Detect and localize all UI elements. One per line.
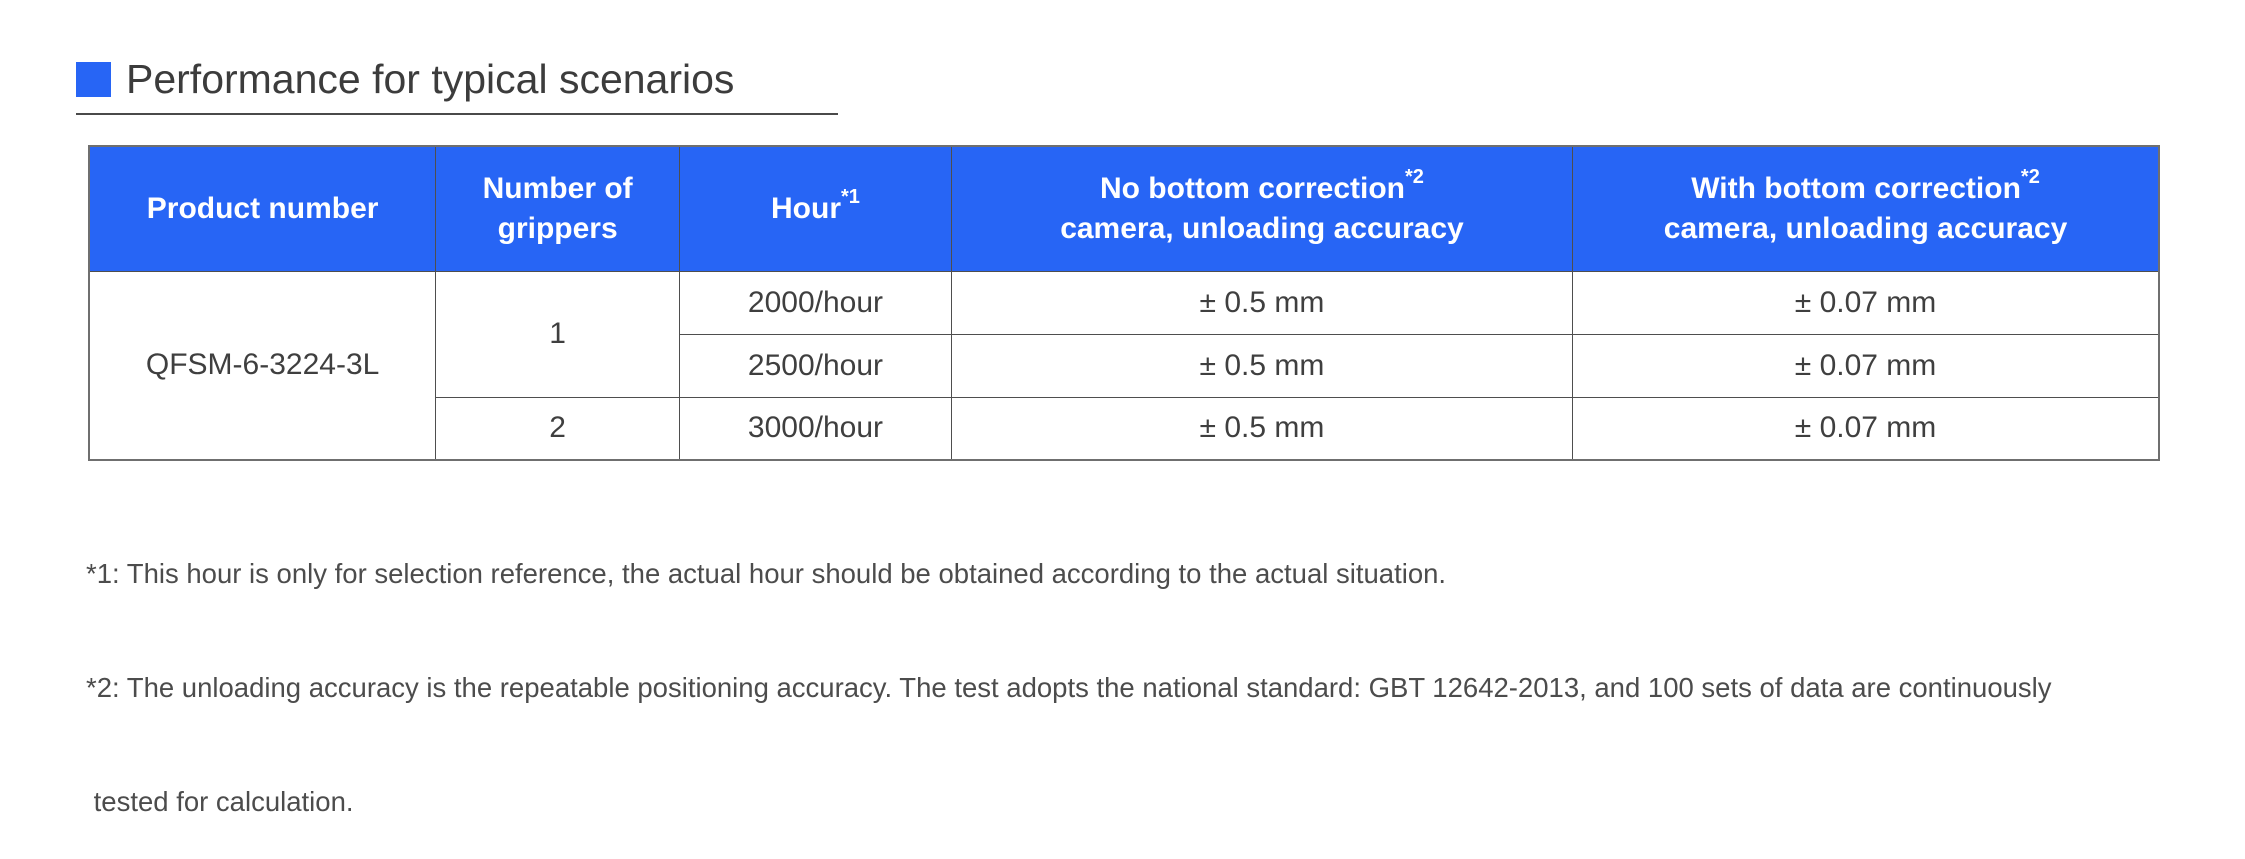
no-correction-accuracy-cell: ± 0.5 mm: [951, 271, 1572, 334]
footnote-1: *1: This hour is only for selection reference, the actual hour should be obtained according to the actual situation.: [86, 558, 1447, 589]
table-header-row: [89, 146, 2159, 271]
section-title-block: [76, 58, 838, 115]
header-no-bottom-correction: [951, 146, 1572, 271]
no-correction-accuracy-cell: ± 0.5 mm: [951, 334, 1572, 397]
header-label: Product number: [146, 191, 379, 225]
footnote-marker: *1: [841, 185, 860, 208]
with-correction-accuracy-cell: ± 0.07 mm: [1573, 397, 2159, 460]
header-label: Number of: [482, 171, 633, 205]
hour-cell: 3000/hour: [680, 397, 952, 460]
hour-cell: 2500/hour: [680, 334, 952, 397]
hour-cell: 2000/hour: [680, 271, 952, 334]
table-row: [89, 271, 2159, 334]
header-label-line2: camera, unloading accuracy: [1663, 211, 2068, 245]
grippers-count-cell: 2: [436, 397, 680, 460]
footnote-2: *2: The unloading accuracy is the repeatable positioning accuracy. The test adopts the national standard: GBT 12642-2013, and 100 sets of data are continuously: [86, 672, 2052, 703]
header-label-line2: camera, unloading accuracy: [1060, 211, 1464, 245]
blue-square-icon: [76, 62, 111, 97]
performance-table: [88, 145, 2160, 461]
footnotes-block: [86, 479, 2226, 859]
footnote-marker: *2: [2020, 165, 2040, 188]
header-label: With bottom correction: [1691, 171, 2021, 205]
product-number-cell: QFSM-6-3224-3L: [89, 271, 436, 460]
with-correction-accuracy-cell: ± 0.07 mm: [1573, 271, 2159, 334]
header-product-number: [89, 146, 436, 271]
header-label-line2: grippers: [497, 211, 618, 245]
grippers-count-cell: 1: [436, 271, 680, 397]
header-label: Hour: [771, 191, 841, 225]
header-hour: [680, 146, 952, 271]
header-number-of-grippers: [436, 146, 680, 271]
with-correction-accuracy-cell: ± 0.07 mm: [1573, 334, 2159, 397]
footnote-marker: *2: [1404, 165, 1424, 188]
footnote-2-continued: tested for calculation.: [86, 786, 354, 817]
no-correction-accuracy-cell: ± 0.5 mm: [951, 397, 1572, 460]
header-label: No bottom correction: [1099, 171, 1405, 205]
header-with-bottom-correction: [1573, 146, 2159, 271]
section-title: Performance for typical scenarios: [126, 56, 735, 102]
